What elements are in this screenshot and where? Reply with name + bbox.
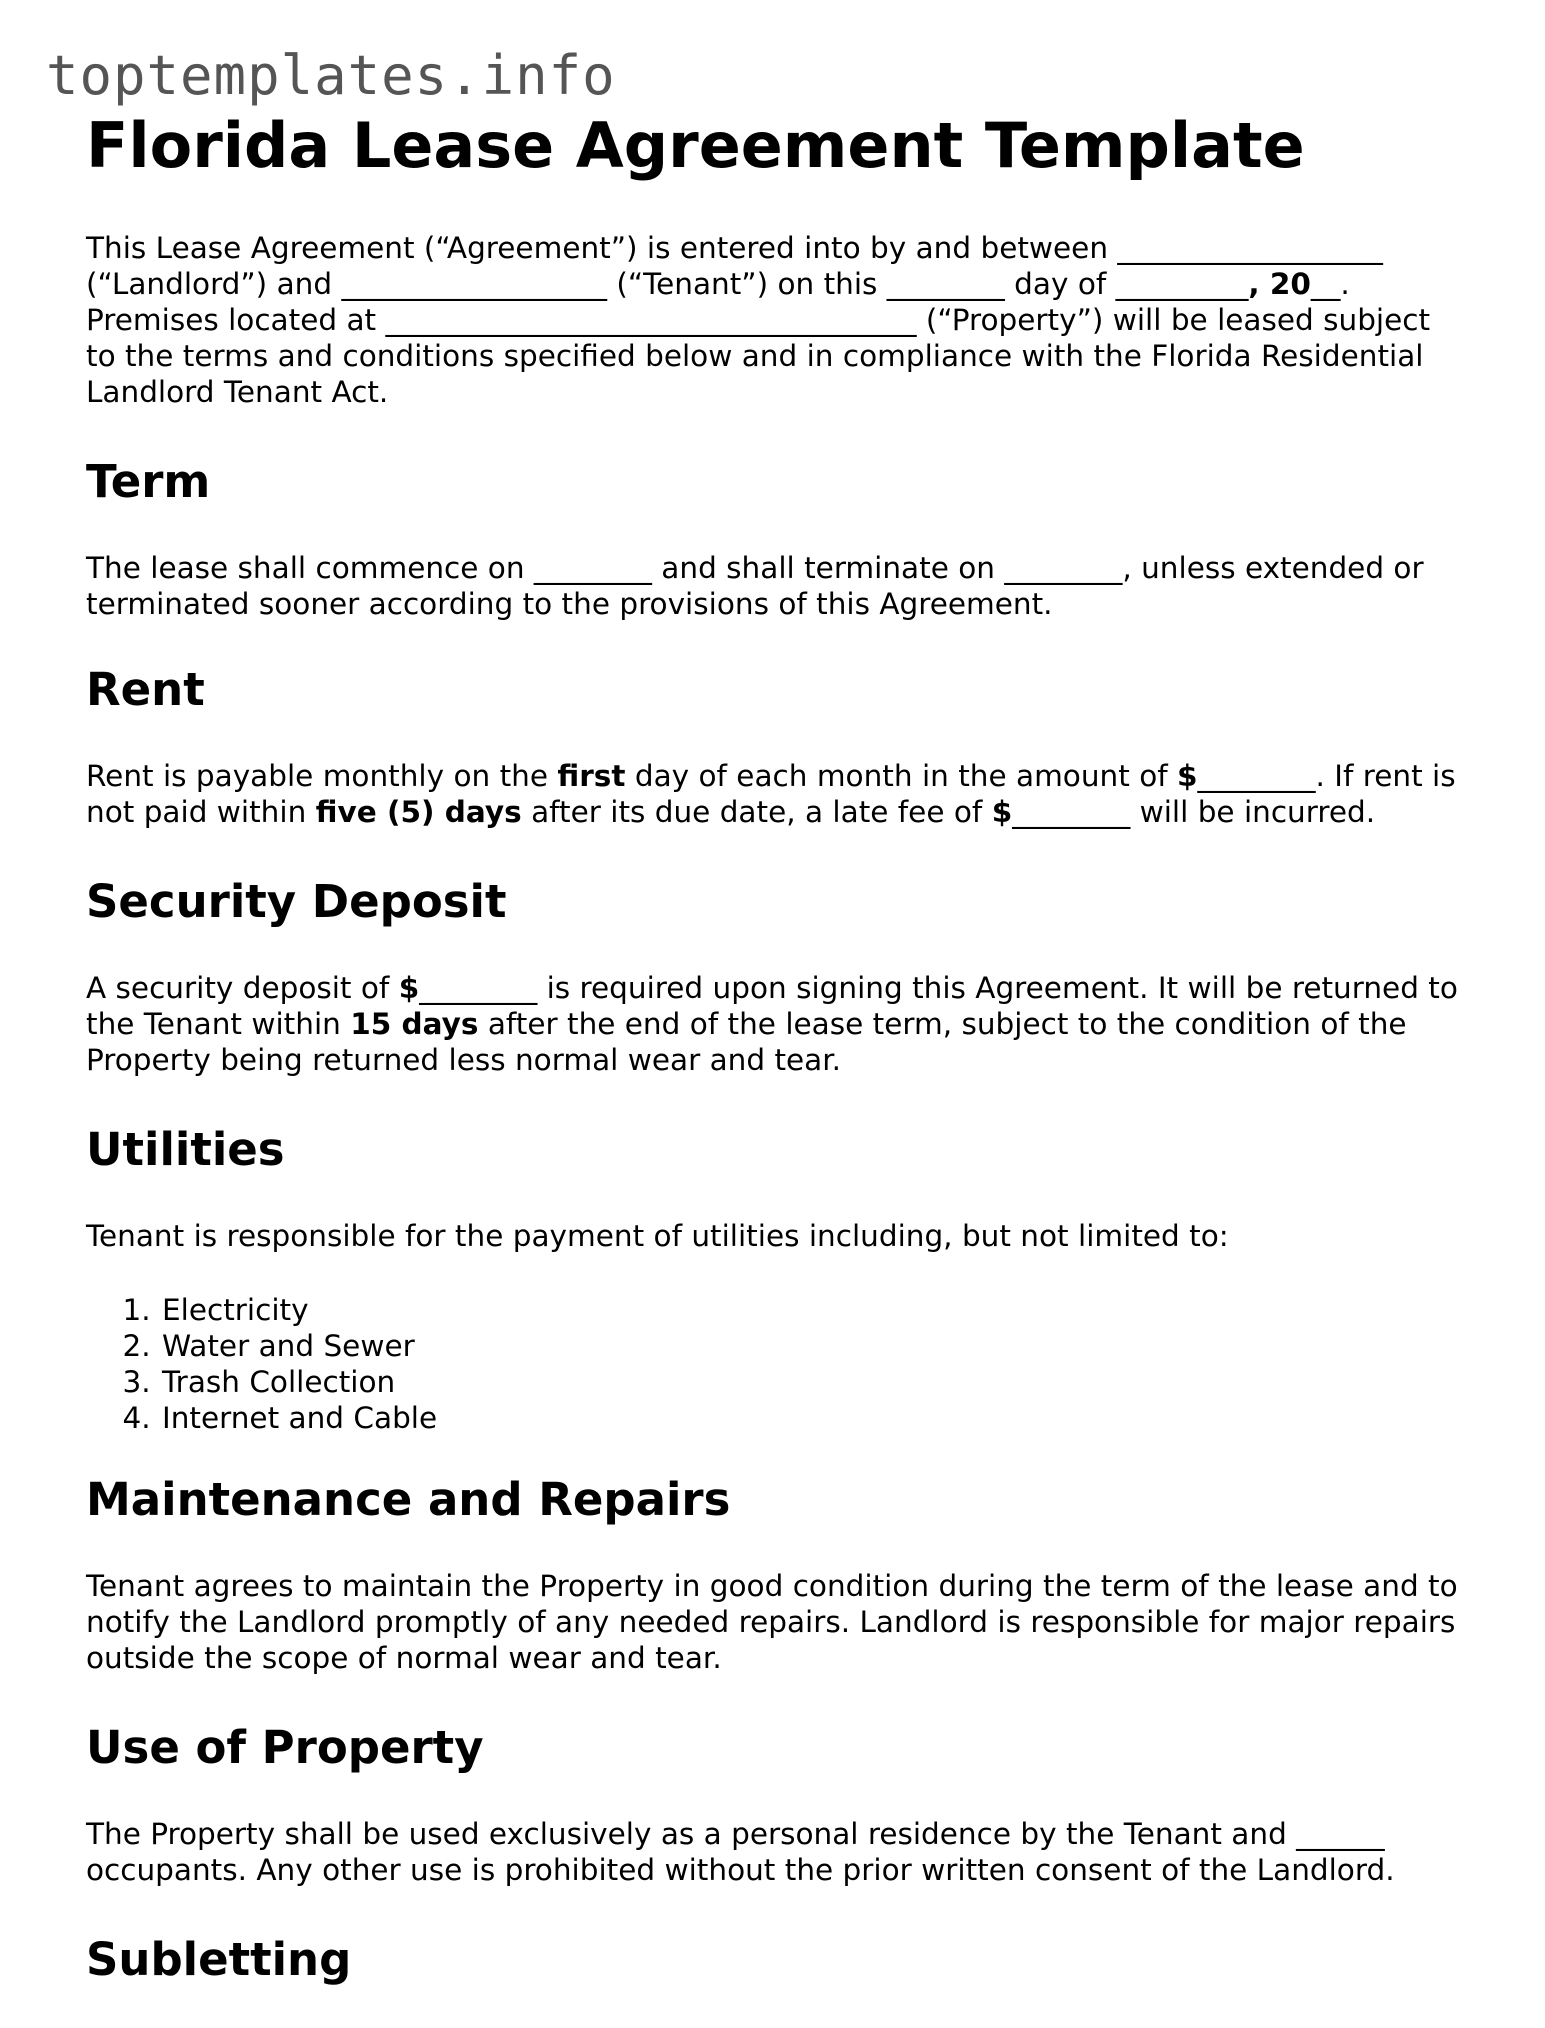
section-heading-security-deposit: Security Deposit — [86, 875, 507, 928]
section-heading-utilities: Utilities — [86, 1123, 285, 1176]
rent-currency: $ — [991, 795, 1013, 829]
list-item: 1. Electricity — [160, 1292, 1466, 1328]
deposit-emphasis: 15 days — [350, 1007, 479, 1041]
rent-text: ________. If rent is not paid within — [86, 759, 1456, 829]
deposit-currency: $ — [398, 971, 420, 1005]
security-deposit-paragraph — [86, 970, 1466, 1078]
deposit-text: ________ is required upon signing this Agreement. It will be returned to the Tenant within — [86, 971, 1458, 1041]
rent-text: ________ will be incurred. — [1012, 795, 1376, 829]
rent-text: Rent is payable monthly on the — [86, 759, 558, 793]
rent-text: after its due date, a late fee of — [521, 795, 992, 829]
section-heading-maintenance: Maintenance and Repairs — [86, 1473, 731, 1526]
rent-emphasis: first — [557, 759, 626, 793]
intro-text-cont: __. Premises located at ____________________________________ (“Property”) will be leased subject to the terms and conditions specified below and in compliance with the Florida Residential Landlord Tenant Act. — [86, 267, 1431, 409]
deposit-text: A security deposit of — [86, 971, 399, 1005]
intro-year-label: , 20 — [1248, 267, 1311, 301]
section-heading-rent: Rent — [86, 663, 205, 716]
utilities-list — [86, 1292, 1466, 1436]
rent-emphasis: five (5) days — [315, 795, 522, 829]
rent-text: day of each month in the amount of — [625, 759, 1178, 793]
rent-currency: $ — [1177, 759, 1198, 793]
list-item: 4. Internet and Cable — [160, 1400, 1466, 1436]
section-heading-term: Term — [86, 455, 211, 508]
list-item: 2. Water and Sewer — [160, 1328, 1466, 1364]
intro-text: This Lease Agreement (“Agreement”) is entered into by and between __________________ (“Landlord”) and __________________ (“Tenant”) on this ________ day of _________ — [86, 231, 1383, 301]
document-title: Florida Lease Agreement Template — [86, 109, 1305, 182]
watermark: toptemplates.info — [46, 44, 616, 107]
utilities-paragraph: Tenant is responsible for the payment of utilities including, but not limited to: — [86, 1219, 1229, 1253]
rent-paragraph — [86, 758, 1466, 830]
section-heading-use-of-property: Use of Property — [86, 1721, 484, 1774]
use-of-property-paragraph: The Property shall be used exclusively as a personal residence by the Tenant and ______ occupants. Any other use is prohibited without the prior written consent of the Landlord. — [86, 1817, 1395, 1887]
intro-paragraph — [86, 230, 1466, 410]
list-item: 3. Trash Collection — [160, 1364, 1466, 1400]
deposit-text: after the end of the lease term, subject to the condition of the Property being returned less normal wear and tear. — [86, 1007, 1407, 1077]
section-heading-subletting: Subletting — [86, 1933, 352, 1986]
term-paragraph: The lease shall commence on ________ and shall terminate on ________, unless extended or terminated sooner according to the provisions of this Agreement. — [86, 551, 1424, 621]
maintenance-paragraph: Tenant agrees to maintain the Property in good condition during the term of the lease and to notify the Landlord promptly of any needed repairs. Landlord is responsible for major repairs outside the scope of normal wear and tear. — [86, 1569, 1458, 1675]
document-body — [86, 104, 1466, 2028]
